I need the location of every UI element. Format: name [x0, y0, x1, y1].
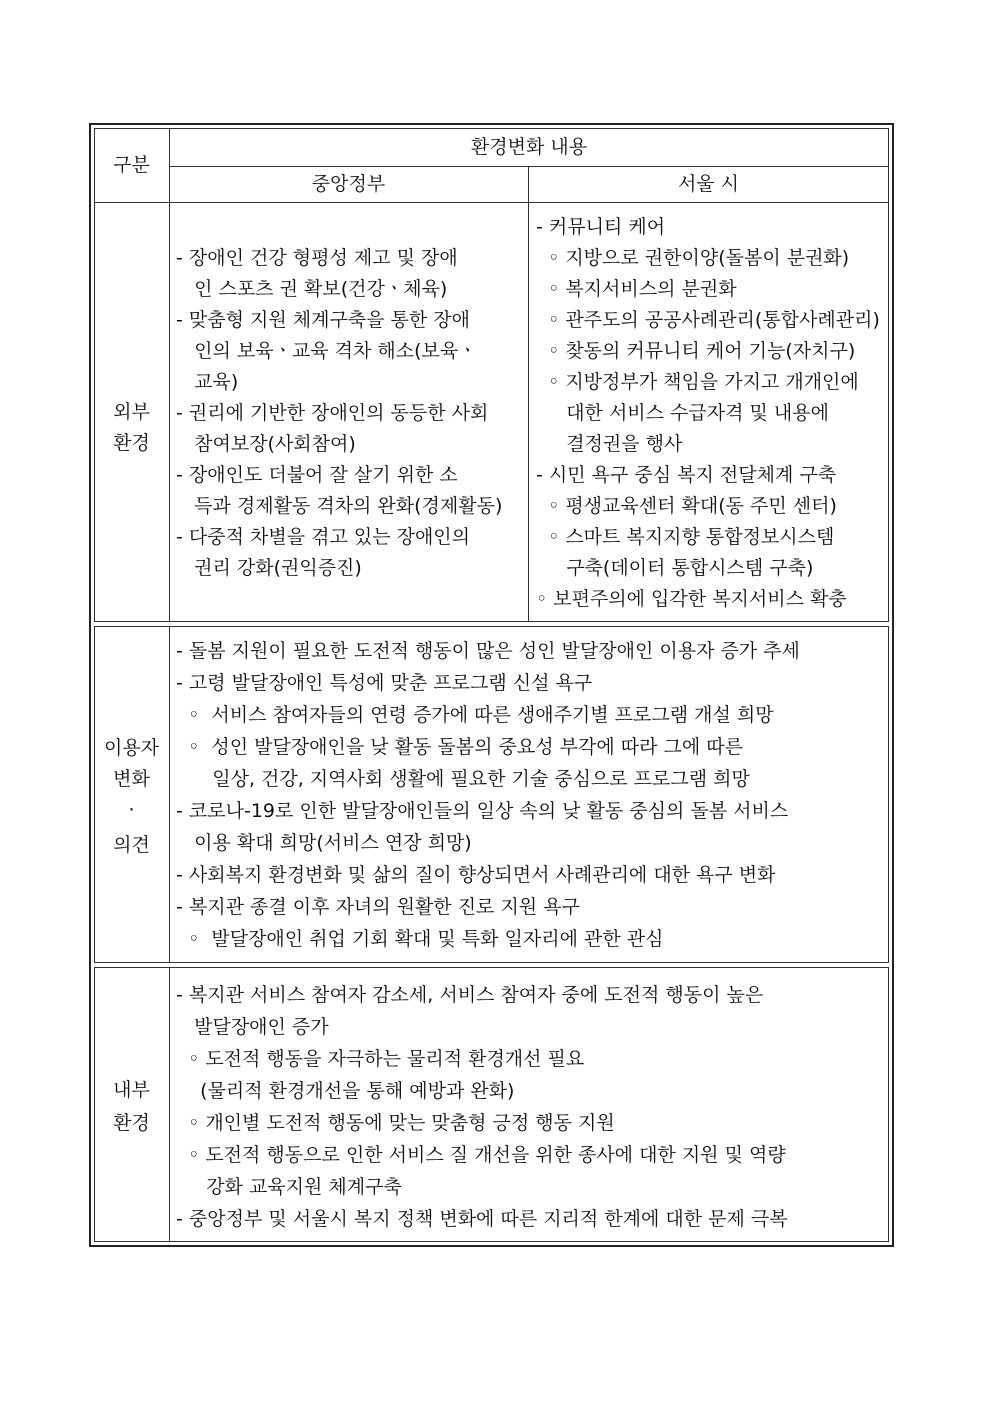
user-line: - 돌봄 지원이 필요한 도전적 행동이 많은 성인 발달장애인 이용자 증가 추세 [176, 640, 800, 662]
external-seoul-line: ◦ 지방으로 권한이양(돌봄이 분권화) [536, 247, 850, 269]
user-line: - 고령 발달장애인 특성에 맞춘 프로그램 신설 욕구 [176, 672, 593, 694]
external-label-line1: 외부 [113, 401, 150, 423]
external-central-line: - 맞춤형 지원 체계구축을 통한 장애 [176, 309, 471, 331]
external-central-line: - 권리에 기반한 장애인의 동등한 사회 [176, 402, 489, 424]
external-central-line: 참여보장(사회참여) [176, 433, 356, 455]
internal-line: ◦ 도전적 행동을 자극하는 물리적 환경개선 필요 [176, 1048, 585, 1070]
user-line: - 사회복지 환경변화 및 삶의 질이 향상되면서 사례관리에 대한 욕구 변화 [176, 864, 776, 886]
user-line: ◦ 성인 발달장애인을 낮 활동 돌봄의 중요성 부각에 따라 그에 따른 [176, 736, 743, 758]
internal-line: - 중앙정부 및 서울시 복지 정책 변화에 따른 지리적 한계에 대한 문제 극복 [176, 1208, 788, 1230]
user-label-line4: 의견 [113, 834, 150, 856]
internal-line: - 복지관 서비스 참여자 감소세, 서비스 참여자 중에 도전적 행동이 높은 [176, 984, 764, 1006]
external-central-line: - 다중적 차별을 겪고 있는 장애인의 [176, 526, 471, 548]
user-line: ◦ 발달장애인 취업 기회 확대 및 특화 일자리에 관한 관심 [176, 928, 664, 950]
user-label-line1: 이용자 [103, 737, 160, 759]
external-seoul-line: ◦ 복지서비스의 분권화 [536, 278, 737, 300]
external-central-line: 득과 경제활동 격차의 완화(경제활동) [176, 495, 503, 517]
internal-line: ◦ 도전적 행동으로 인한 서비스 질 개선을 위한 종사에 대한 지원 및 역량 [176, 1144, 786, 1166]
external-central-line: 인 스포츠 권 확보(건강ㆍ체육) [176, 278, 448, 300]
external-central-line: 인의 보육ㆍ교육 격차 해소(보육ㆍ [176, 340, 477, 362]
header-seoul: 서울 시 [677, 173, 740, 195]
header-env-change: 환경변화 내용 [470, 136, 588, 158]
header-divider-row [169, 166, 889, 167]
external-divider-label [169, 202, 170, 622]
external-seoul-line: - 시민 욕구 중심 복지 전달체계 구축 [536, 464, 837, 486]
external-central-line: 교육) [176, 371, 239, 393]
user-line: ◦ 서비스 참여자들의 연령 증가에 따른 생애주기별 프로그램 개설 희망 [176, 704, 774, 726]
external-divider-central-seoul [528, 202, 529, 622]
user-divider-label [169, 626, 170, 963]
external-seoul-line: 결정권을 행사 [536, 433, 683, 455]
external-central-line: - 장애인도 더불어 잘 살기 위한 소 [176, 464, 458, 486]
external-seoul-line: ◦ 지방정부가 책임을 가지고 개개인에 [536, 371, 859, 393]
external-label-line2: 환경 [113, 432, 150, 454]
external-central-line: 권리 강화(권익증진) [176, 557, 362, 579]
user-line: 일상, 건강, 지역사회 생활에 필요한 기술 중심으로 프로그램 희망 [176, 768, 750, 790]
internal-line: (물리적 환경개선을 통해 예방과 완화) [176, 1080, 515, 1102]
external-central-line: - 장애인 건강 형평성 제고 및 장애 [176, 247, 458, 269]
external-seoul-line: ◦ 관주도의 공공사례관리(통합사례관리) [536, 309, 880, 331]
header-category: 구분 [113, 154, 150, 176]
internal-label-line1: 내부 [113, 1079, 150, 1101]
external-seoul-line: - 커뮤니티 케어 [536, 216, 666, 238]
external-seoul-line: ◦ 찾동의 커뮤니티 케어 기능(자치구) [536, 340, 856, 362]
internal-line: 강화 교육지원 체계구축 [176, 1176, 402, 1198]
user-label-line2: 변화 [113, 768, 150, 790]
user-line: - 코로나-19로 인한 발달장애인들의 일상 속의 낮 활동 중심의 돌봄 서비스 [176, 800, 789, 822]
external-seoul-line: 구축(데이터 통합시스템 구축) [536, 557, 814, 579]
external-seoul-line: 대한 서비스 수급자격 및 내용에 [536, 402, 829, 424]
user-line: - 복지관 종결 이후 자녀의 원활한 진로 지원 욕구 [176, 896, 580, 918]
internal-divider-label [169, 967, 170, 1242]
user-label-line3: · [128, 799, 135, 821]
external-seoul-line: ◦ 보편주의에 입각한 복지서비스 확충 [536, 588, 847, 610]
external-seoul-line: ◦ 평생교육센터 확대(동 주민 센터) [536, 495, 837, 517]
external-seoul-line: ◦ 스마트 복지지향 통합정보시스템 [536, 526, 835, 548]
header-central: 중앙정부 [311, 173, 386, 195]
user-line: 이용 확대 희망(서비스 연장 희망) [176, 832, 472, 854]
internal-line: ◦ 개인별 도전적 행동에 맞는 맞춤형 긍정 행동 지원 [176, 1112, 615, 1134]
internal-label-line2: 환경 [113, 1112, 150, 1134]
internal-line: 발달장애인 증가 [176, 1016, 329, 1038]
